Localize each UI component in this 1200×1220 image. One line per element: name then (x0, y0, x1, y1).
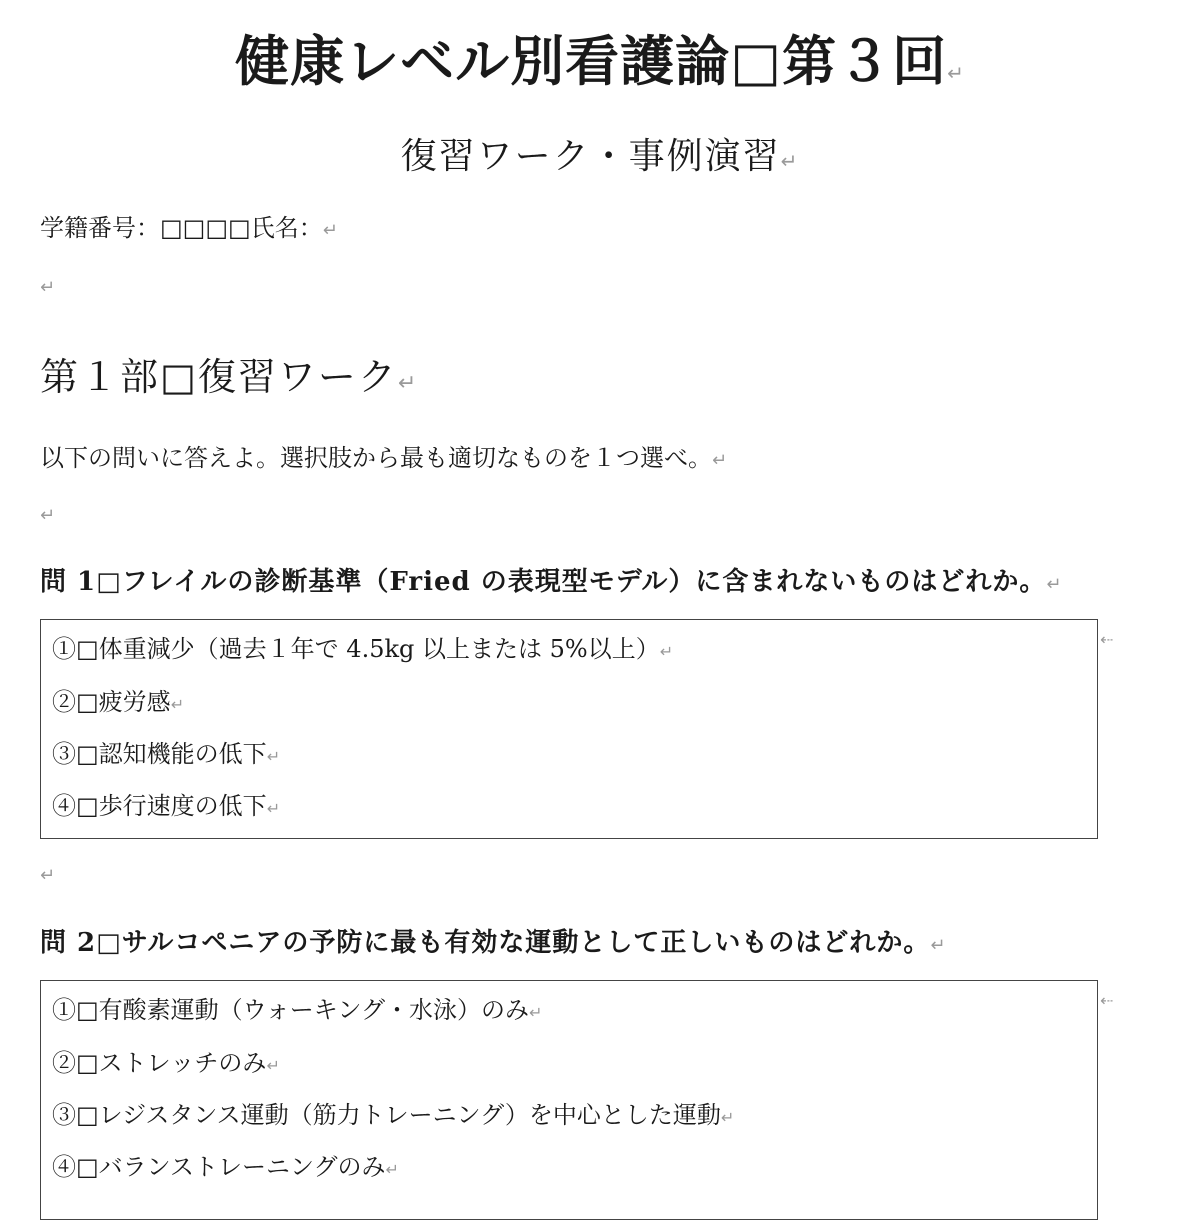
paragraph-mark-icon: ↵ (385, 1160, 399, 1179)
option-text: ④□歩行速度の低下 (52, 792, 267, 820)
document-subtitle-text: 復習ワーク・事例演習 (400, 136, 781, 177)
option-text: ④□バランストレーニングのみ (52, 1153, 386, 1181)
paragraph-mark-icon: ↵ (40, 865, 56, 886)
option-text: ②□ストレッチのみ (52, 1049, 267, 1077)
option-text: ③□レジスタンス運動（筋力トレーニング）を中心とした運動 (52, 1101, 721, 1129)
paragraph-mark-icon: ↵ (712, 450, 728, 471)
paragraph-mark-icon: ↵ (266, 747, 281, 766)
question-1-option-3 (52, 737, 280, 774)
part1-heading-text: 第１部□復習ワーク (40, 355, 398, 399)
empty-paragraph (40, 496, 55, 533)
option-text: ③□認知機能の低下 (52, 740, 267, 768)
paragraph-mark-icon: ↵ (322, 220, 338, 241)
cell-end-mark-icon: ⇠ (1100, 991, 1114, 1010)
question-2-option-4 (52, 1150, 399, 1187)
part1-instruction (40, 441, 727, 478)
question-1 (40, 564, 1063, 603)
paragraph-mark-icon: ↵ (947, 61, 965, 85)
question-2 (40, 925, 947, 964)
question-1-options-box (40, 619, 1098, 839)
question-1-text: 問 1□フレイルの診断基準（Fried の表現型モデル）に含まれないものはどれか。 (40, 567, 1047, 597)
question-1-option-2 (52, 685, 184, 722)
cell-end-mark-icon: ⇠ (1100, 630, 1114, 649)
student-info-text: 学籍番号：□□□□氏名： (40, 214, 323, 242)
option-text: ①□有酸素運動（ウォーキング・水泳）のみ (52, 996, 529, 1024)
paragraph-mark-icon: ↵ (266, 1056, 280, 1075)
paragraph-mark-icon: ↵ (1046, 574, 1063, 595)
question-2-option-1 (52, 993, 542, 1030)
document-subtitle (0, 132, 1200, 186)
option-text: ①□体重減少（過去１年で 4.5kg 以上または 5%以上） (52, 635, 660, 663)
paragraph-mark-icon: ↵ (40, 277, 56, 298)
paragraph-mark-icon: ↵ (170, 695, 185, 714)
paragraph-mark-icon: ↵ (266, 799, 281, 818)
empty-paragraph (40, 268, 55, 305)
paragraph-mark-icon: ↵ (930, 935, 947, 956)
document-title-text: 健康レベル別看護論□第３回 (235, 29, 948, 93)
question-2-option-2 (52, 1046, 280, 1083)
question-1-option-4 (52, 789, 280, 826)
option-text: ②□疲労感 (52, 688, 171, 716)
empty-paragraph (40, 856, 55, 893)
question-2-options-box (40, 980, 1098, 1220)
question-2-option-3 (52, 1098, 734, 1135)
document-title (0, 26, 1200, 108)
paragraph-mark-icon: ↵ (659, 642, 674, 661)
part1-heading (40, 350, 418, 411)
student-info-line (40, 211, 338, 248)
paragraph-mark-icon: ↵ (780, 149, 800, 173)
part1-instruction-text: 以下の問いに答えよ。選択肢から最も適切なものを１つ選べ。 (40, 444, 712, 472)
paragraph-mark-icon: ↵ (720, 1108, 735, 1127)
paragraph-mark-icon: ↵ (397, 371, 419, 396)
question-1-option-1 (52, 632, 673, 669)
paragraph-mark-icon: ↵ (40, 505, 56, 526)
paragraph-mark-icon: ↵ (529, 1003, 543, 1022)
question-2-text: 問 2□サルコペニアの予防に最も有効な運動として正しいものはどれか。 (40, 928, 931, 958)
